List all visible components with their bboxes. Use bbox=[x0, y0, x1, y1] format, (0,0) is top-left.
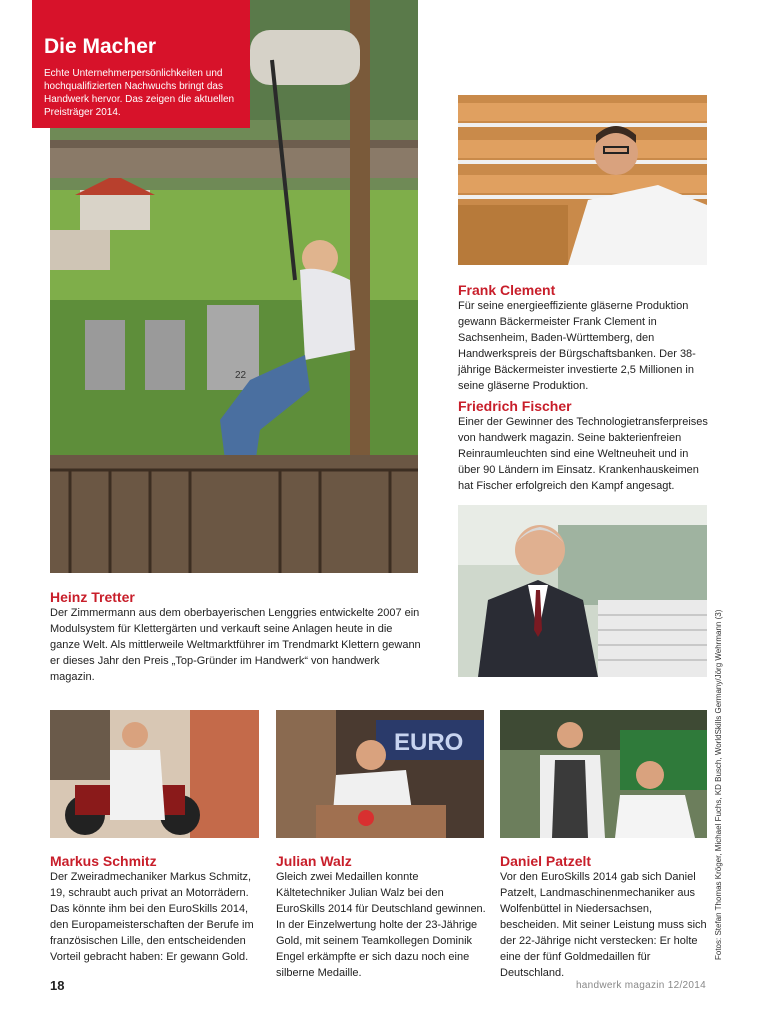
daniel-patzelt-photo bbox=[500, 710, 707, 838]
julian-walz-text: Gleich zwei Medaillen konnte Kältetechniker Julian Walz bei den EuroSkills 2014 für Deutschland gewinnen. In der Einzelwertung holte der 23-Jährige Gold, mit seinem Teamkollegen Dominik Engel erkämpfte er sich dazu noch eine silberne Medaille. bbox=[276, 871, 486, 979]
markus-schmitz-name: Markus Schmitz bbox=[50, 853, 157, 869]
page-number: 18 bbox=[50, 978, 65, 993]
daniel-patzelt-text: Vor den EuroSkills 2014 gab sich Daniel Patzelt, Landmaschinenmechaniker aus Wolfenbüttel in Niedersachsen, bescheiden. Mit seiner Leistung muss sich der 22-Jährige nicht verstecken: Er holte eine der fünf Goldmedaillen für Deutschland. bbox=[500, 871, 707, 979]
page-title: Die Macher bbox=[44, 35, 157, 58]
photo-credits: Fotos: Stefan Thomas Kröger, Michael Fuchs, KD Busch, WorldSkills Germany/Jörg Wehrmann (3) bbox=[714, 609, 723, 960]
friedrich-fischer-photo bbox=[458, 505, 707, 677]
julian-walz-name: Julian Walz bbox=[276, 853, 352, 869]
magazine-name: handwerk magazin 12/2014 bbox=[575, 980, 706, 991]
header-box bbox=[32, 0, 250, 128]
friedrich-fischer-text: Einer der Gewinner des Technologietransferpreises von handwerk magazin. Seine bakterienfreien Reinraumleuchten sind eine Weltneuheit und in über 90 Ländern im Einsatz. Krankenhauskeimen hat Fischer erfolgreich den Kampf angesagt. bbox=[458, 416, 708, 492]
daniel-patzelt-name: Daniel Patzelt bbox=[500, 853, 592, 869]
markus-schmitz-photo bbox=[50, 710, 259, 838]
friedrich-fischer-name: Friedrich Fischer bbox=[458, 398, 572, 414]
frank-clement-name: Frank Clement bbox=[458, 282, 556, 298]
page-subtitle: Echte Unternehmerpersönlichkeiten und hochqualifizierten Nachwuchs bringt das Handwerk hervor. Das zeigen die aktuellen Preisträger 2014. bbox=[44, 68, 235, 118]
frank-clement-text: Für seine energieeffiziente gläserne Produktion gewann Bäckermeister Frank Clement in Sachsenheim, Baden-Württemberg, den Handwerkspreis der Bürgschaftsbanken. Der 38-jährige Bäckermeister investierte 2,5 Millionen in seine gläserne Produktion. bbox=[458, 300, 696, 392]
gondola-number: 22 bbox=[235, 370, 247, 381]
frank-clement-photo bbox=[458, 95, 707, 265]
heinz-tretter-text: Der Zimmermann aus dem oberbayerischen Lenggries entwickelte 2007 ein Modulsystem für Klettergärten und verkauft seine Anlagen heute in die ganze Welt. Als mittlerweile Weltmarktführer im Trendmarkt Klettern gewann er dieses Jahr den Preis „Top-Gründer im Handwerk“ von handwerk magazin. bbox=[50, 607, 421, 683]
julian-walz-photo bbox=[276, 710, 484, 838]
markus-schmitz-text: Der Zweiradmechaniker Markus Schmitz, 19, schraubt auch privat an Motorrädern. Das könnte ihm bei den EuroSkills 2014, den Europameisterschaften der Berufe im französischen Lille, den entscheidenden Vorteil gebracht haben: Er gewann Gold. bbox=[50, 871, 254, 963]
heinz-tretter-name: Heinz Tretter bbox=[50, 589, 135, 605]
euro-sign: EURO bbox=[394, 729, 464, 756]
